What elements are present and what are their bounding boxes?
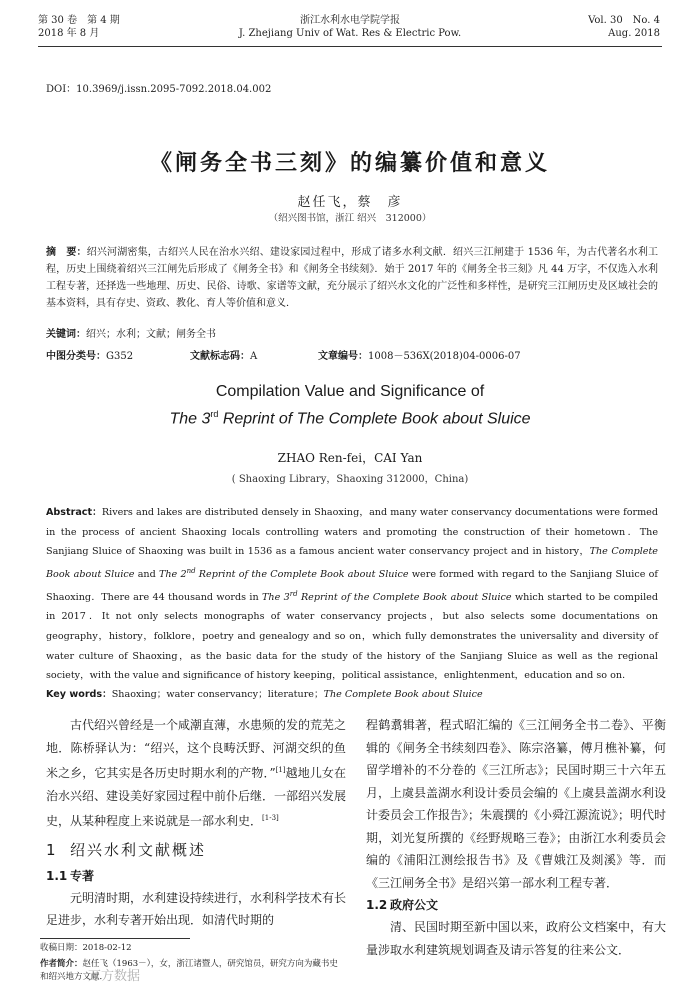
- section-1-2-heading: [366, 894, 666, 916]
- author-bio: [40, 958, 345, 984]
- received-date: 收稿日期：2018-02-12: [40, 943, 132, 953]
- watermark: 万方数据: [88, 969, 141, 984]
- keywords-en-italic: The Complete Book about Sluice: [323, 689, 483, 700]
- author-bio-text: 赵任飞（1963－），女，浙江诸暨人，研究馆员，研究方向为藏书史和绍兴地方文献．: [40, 959, 338, 982]
- issue-date-en: Aug. 2018: [608, 28, 660, 39]
- doc-code-label: 文献标志码：: [190, 351, 250, 362]
- section-1-2-number: 1.2: [366, 898, 388, 912]
- abstract-en-part3: which started to be compiled in 2017．It not only selects monographs of water conservancy projects，but also selects some documentations on geography，history，folklore，poetry and genealogy and so on，which fully demonstrates the universality and diversity of water culture of Shaoxing，as the basic data for the study of the history of the Sanjiang Sluice as well as the regional society，with the value and significance of history keeping，political assistance，enlightenment，education and so on．: [46, 591, 658, 682]
- section-1-heading: [46, 837, 346, 863]
- article-number: [318, 347, 521, 362]
- section-1-1-title: 专著: [70, 868, 95, 883]
- title-en-prefix: The 3: [169, 410, 211, 428]
- clc-value: G352: [106, 351, 134, 362]
- abstract-en-and: and: [134, 568, 159, 580]
- keywords-en: [46, 686, 483, 700]
- keywords-cn-text: 绍兴；水利；文献；闸务全书: [86, 329, 216, 340]
- abstract-en-title2-sup: nd: [186, 566, 196, 575]
- journal-volume-info-en: [588, 14, 660, 40]
- affiliation-en: ( Shaoxing Library，Shaoxing 312000，China): [231, 474, 469, 485]
- intro-text-2: 越地儿女在治水兴绍、建设美好家园过程中前仆后继．一部绍兴发展史，从某种程度上来说就是一部水利史．: [46, 766, 347, 828]
- keywords-cn-label: 关键词：: [46, 329, 86, 340]
- authors-en: ZHAO Ren-fei，CAI Yan: [277, 451, 423, 465]
- article-title-en-line2: [0, 403, 700, 430]
- citation-1-3[interactable]: [1-3]: [262, 814, 279, 822]
- abstract-en-title2-suffix: Reprint of the Complete Book about Sluice: [195, 568, 409, 580]
- article-number-label: 文章编号：: [318, 351, 368, 362]
- authors-cn: 赵任飞，蔡 彦: [297, 195, 403, 210]
- section-1-number: 1: [46, 840, 58, 859]
- keywords-en-text: Shaoxing；water conservancy；literature；: [111, 689, 324, 700]
- body-left-column: [46, 714, 346, 932]
- volume-issue-en: Vol. 30 No. 4: [588, 15, 660, 26]
- journal-name-cn: 浙江水利水电学院学报: [300, 15, 400, 26]
- abstract-en-title1: The Complete Book about Sluice: [46, 546, 658, 580]
- issue-date: 2018 年 8 月: [38, 28, 100, 39]
- intro-paragraph: [46, 714, 346, 833]
- keywords-cn: [46, 325, 216, 340]
- header-divider: [38, 46, 662, 47]
- clc-number: [46, 347, 133, 362]
- abstract-en: [46, 503, 658, 686]
- body-right-column: [366, 714, 666, 961]
- abstract-en-part2: were formed with regard to the Sanjiang Sluice of Shaoxing．There are 44 thousand words in: [46, 568, 658, 603]
- author-bio-label: 作者简介：: [40, 959, 83, 969]
- intro-text-1: 古代绍兴曾经是一个咸潮直薄，水患频的发的荒芜之地．陈桥驿认为：“绍兴，这个良畴沃野、河湖交织的鱼米之乡，它其实是各历史时期水利的产物．”: [46, 718, 347, 780]
- affiliation-cn: （绍兴图书馆，浙江 绍兴 312000）: [268, 213, 432, 224]
- journal-name-en: J. Zhejiang Univ of Wat. Res & Electric Pow.: [238, 28, 462, 39]
- title-en-suffix: Reprint of The Complete Book about Sluice: [218, 410, 531, 428]
- abstract-en-title3-prefix: The 3: [262, 591, 290, 603]
- abstract-en-title3-sup: rd: [289, 589, 298, 598]
- section-1-2-title: 政府公文: [390, 898, 439, 912]
- footnote-divider: [40, 938, 190, 939]
- abstract-cn: [46, 244, 658, 312]
- doi[interactable]: DOI：10.3969/j.issn.2095-7092.2018.04.002: [46, 84, 272, 95]
- section-1-1-number: 1.1: [46, 868, 68, 883]
- article-title-cn: 《闸务全书三刻》的编纂价值和意义: [149, 151, 550, 176]
- keywords-en-label: Key words：: [46, 689, 112, 700]
- abstract-en-label: Abstract：: [46, 507, 102, 518]
- abstract-cn-text: 绍兴河湖密集，古绍兴人民在治水兴绍、建设家园过程中，形成了诸多水利文献．绍兴三江闸建于 1536 年，为古代著名水利工程，历史上围绕着绍兴三江闸先后形成了《闸务全书》和《闸务全书续刻》．始于 2017 年的《闸务全书三刻》凡 44 万字，不仅选入水利工程专著，还择选一些地理、历史、民俗、诗歌、家谱等文献，充分展示了绍兴水文化的广泛性和多样性，是研究三江闸历史及区域社会的基本资料，具有存史、资政、教化、育人等价值和意义．: [46, 247, 658, 309]
- citation-1[interactable]: [1]: [275, 766, 286, 774]
- doc-code-value: A: [250, 351, 258, 362]
- abstract-en-part1: Rivers and lakes are distributed densely in Shaoxing，and many water conservancy documentations were formed in the process of ancient Shaoxing locals controlling waters and promoting the construction of their hometown．The Sanjiang Sluice of Shaoxing was built in 1536 as a famous ancient water conservancy project and in history，: [46, 507, 658, 558]
- section-1-2-paragraph: 清、民国时期至新中国以来，政府公文档案中，有大量涉取水利建筑规划调查及请示答复的往来公文．: [366, 920, 667, 957]
- abstract-en-title3-suffix: Reprint of the Complete Book about Sluice: [297, 591, 512, 603]
- document-code: [190, 347, 257, 362]
- section-1-title: 绍兴水利文献概述: [70, 840, 207, 859]
- clc-label: 中图分类号：: [46, 351, 106, 362]
- abstract-cn-label: 摘 要：: [46, 247, 87, 258]
- right-column-paragraph: 程鹤翥辑著，程式昭汇编的《三江闸务全书二卷》、平衡辑的《闸务全书续刻四卷》、陈宗洛纂，傅月樵补纂，何留学增补的不分卷的《三江所志》；民国时期三十六年五月，上虞县盖湖水利设计委员会编的《上虞县盖湖水利设计委员会工作报告》；朱震撰的《小舜江源流说》；明代时期，刘光复所撰的《经野规略三卷》；由浙江水利委员会编的《浦阳江测绘报告书》及《曹娥江及剡溪》等．而《三江闸务全书》是绍兴第一部水利工程专著．: [366, 718, 667, 890]
- title-en-sup: rd: [210, 409, 219, 419]
- section-1-1-paragraph: 元明清时期，水利建设持续进行，水利科学技术有长足进步，水利专著开始出现．如清代时期的: [46, 890, 347, 927]
- article-title-en-line1: Compilation Value and Significance of: [215, 383, 485, 400]
- article-number-value: 1008－536X(2018)04-0006-07: [368, 351, 521, 362]
- section-1-1-heading: [46, 865, 346, 887]
- abstract-en-title2-prefix: The 2: [158, 568, 187, 580]
- volume-issue: 第 30 卷 第 4 期: [38, 15, 120, 26]
